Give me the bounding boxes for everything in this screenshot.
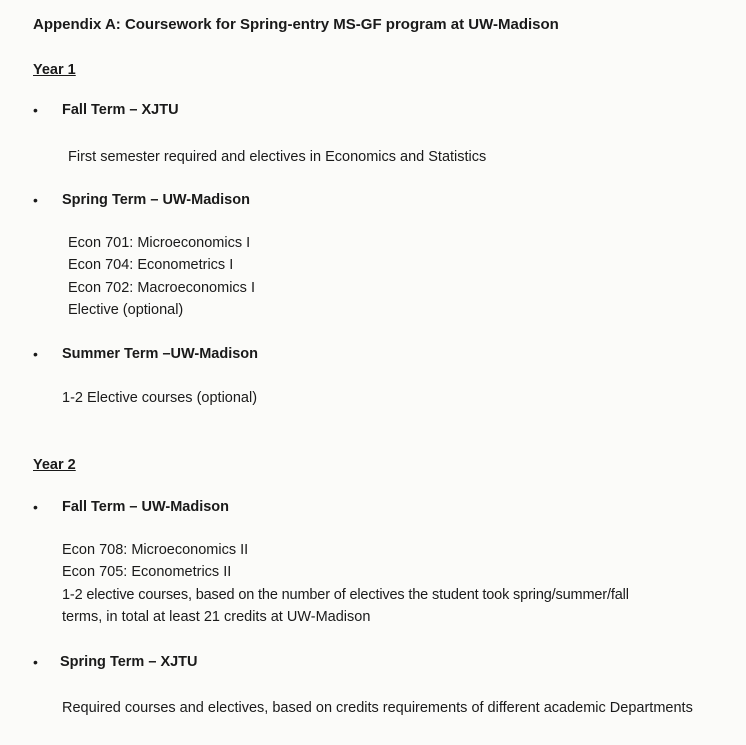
- year1-fall-term: Fall Term – XJTU: [62, 102, 179, 118]
- course-item: Elective (optional): [68, 302, 184, 318]
- year2-fall-desc-line2: terms, in total at least 21 credits at UW-Madison: [62, 609, 371, 625]
- course-item: Econ 701: Microeconomics I: [68, 235, 251, 251]
- bullet-icon: •: [33, 102, 38, 118]
- course-item: Econ 704: Econometrics I: [68, 257, 234, 273]
- year2-spring-desc: Required courses and electives, based on credits requirements of different academic Departments: [62, 700, 693, 716]
- bullet-icon: •: [33, 346, 38, 362]
- year-2-heading: Year 2: [33, 457, 76, 473]
- year2-fall-term: Fall Term – UW-Madison: [62, 499, 230, 515]
- year2-fall-desc-line1: 1-2 elective courses, based on the number of electives the student took spring/summer/fall: [62, 587, 629, 603]
- year1-summer-desc: 1-2 Elective courses (optional): [62, 390, 258, 406]
- course-item: Econ 705: Econometrics II: [62, 564, 232, 580]
- document-title: Appendix A: Coursework for Spring-entry MS-GF program at UW-Madison: [33, 16, 559, 33]
- year2-spring-term: Spring Term – XJTU: [60, 654, 198, 670]
- year1-summer-term: Summer Term –UW-Madison: [62, 346, 259, 362]
- bullet-icon: •: [33, 192, 38, 208]
- year-1-heading: Year 1: [33, 62, 76, 78]
- bullet-icon: •: [33, 499, 38, 515]
- year1-fall-desc: First semester required and electives in Economics and Statistics: [68, 149, 487, 165]
- bullet-icon: •: [33, 654, 38, 670]
- course-item: Econ 708: Microeconomics II: [62, 542, 249, 558]
- course-item: Econ 702: Macroeconomics I: [68, 280, 255, 296]
- year1-spring-term: Spring Term – UW-Madison: [62, 192, 250, 208]
